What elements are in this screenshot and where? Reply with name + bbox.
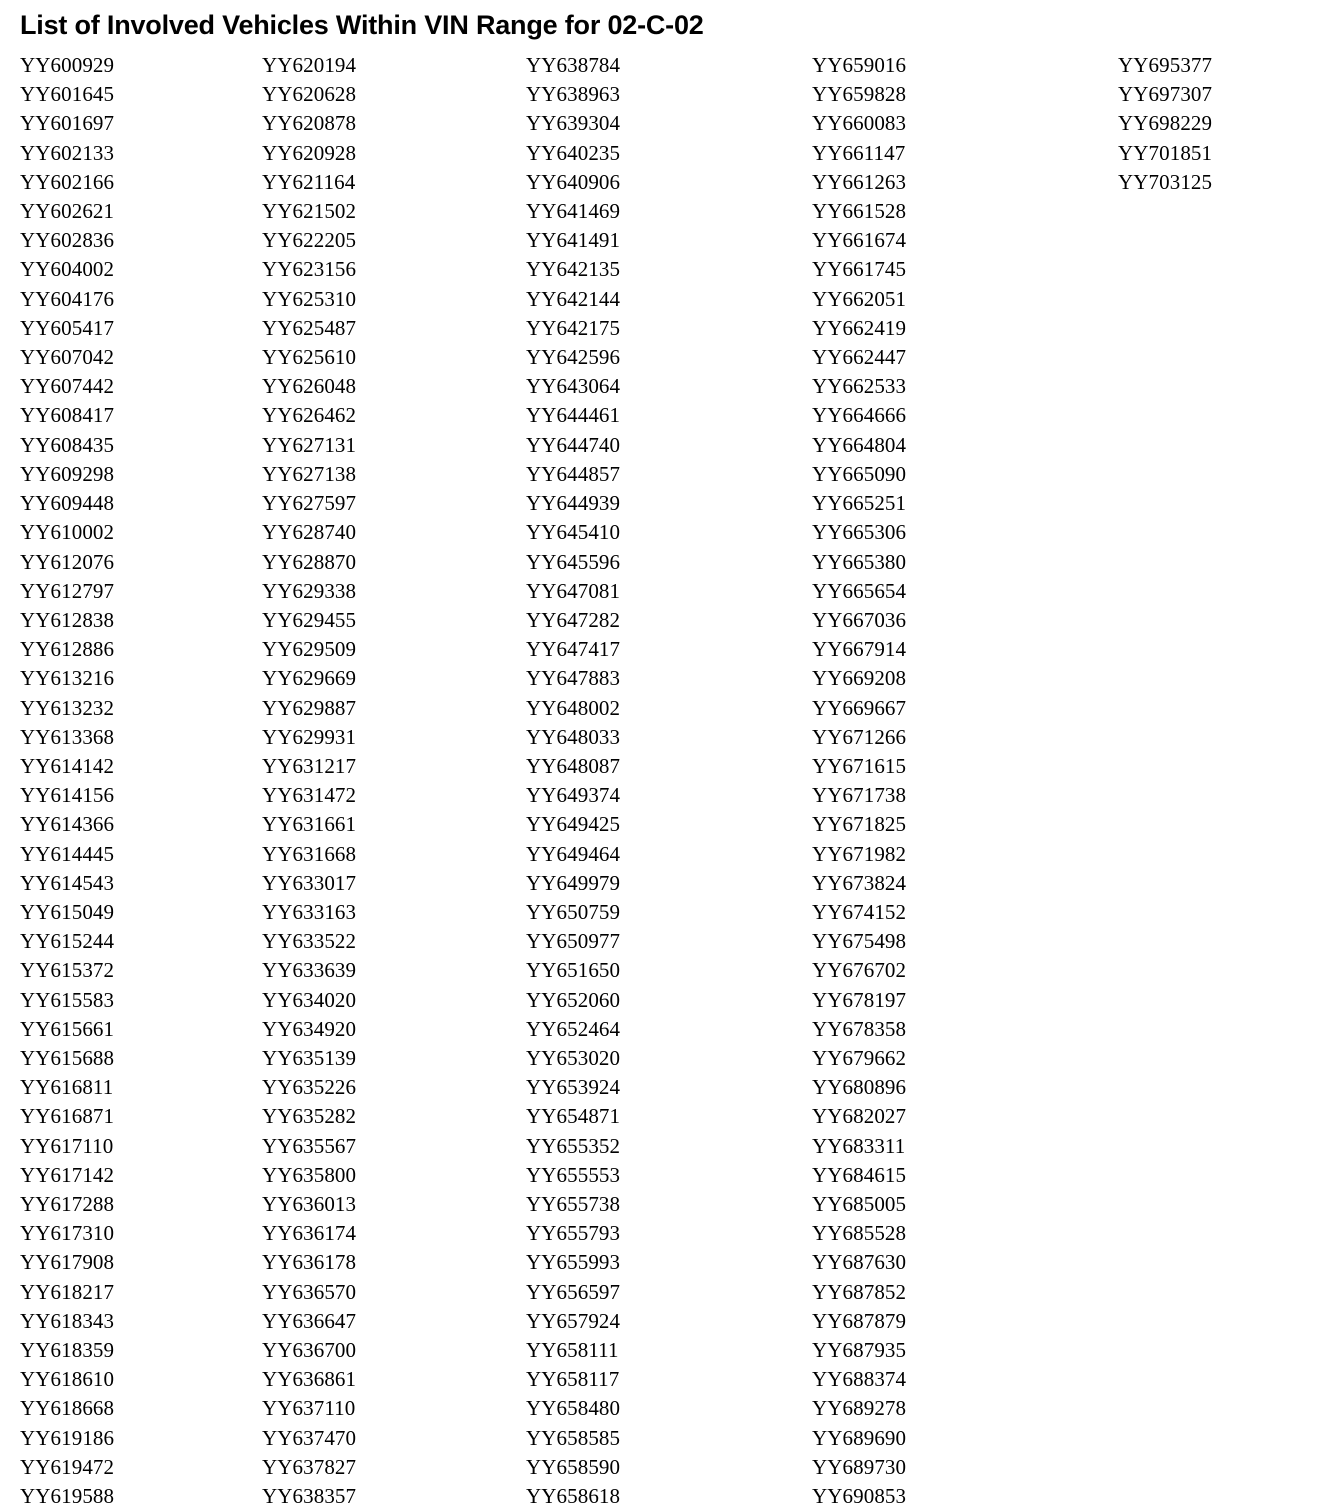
- vin-item: YY643064: [526, 374, 621, 399]
- vin-item: YY616811: [20, 1075, 114, 1100]
- vin-item: YY607042: [20, 345, 115, 370]
- vin-item: YY673824: [812, 870, 907, 895]
- vin-item: YY676702: [812, 958, 907, 983]
- vin-item: YY604002: [20, 257, 115, 282]
- vin-item: YY614543: [20, 870, 115, 895]
- vin-item: YY602166: [20, 169, 115, 194]
- vin-item: YY619472: [20, 1454, 115, 1479]
- vin-item: YY618217: [20, 1279, 115, 1304]
- vin-item: YY655993: [526, 1250, 621, 1275]
- vin-item: YY661263: [812, 169, 907, 194]
- vin-item: YY662419: [812, 315, 907, 340]
- vin-item: YY675498: [812, 929, 907, 954]
- vin-item: YY629931: [262, 724, 357, 749]
- vin-item: YY613216: [20, 666, 115, 691]
- vin-item: YY658117: [526, 1367, 620, 1392]
- vin-item: YY647282: [526, 607, 621, 632]
- vin-item: YY631217: [262, 753, 357, 778]
- vin-item: YY658618: [526, 1484, 621, 1508]
- vin-item: YY665380: [812, 549, 907, 574]
- vin-item: YY654871: [526, 1104, 621, 1129]
- vin-item: YY644740: [526, 432, 621, 457]
- vin-item: YY620928: [262, 140, 357, 165]
- vin-item: YY622205: [262, 228, 357, 253]
- vin-item: YY671738: [812, 783, 907, 808]
- vin-item: YY629669: [262, 666, 357, 691]
- vin-item: YY655553: [526, 1162, 621, 1187]
- vin-item: YY614156: [20, 783, 115, 808]
- vin-item: YY615688: [20, 1045, 115, 1070]
- vin-item: YY648033: [526, 724, 621, 749]
- vin-item: YY604176: [20, 286, 115, 311]
- vin-item: YY653020: [526, 1045, 621, 1070]
- vin-item: YY629887: [262, 695, 357, 720]
- vin-item: YY635800: [262, 1162, 357, 1187]
- vin-item: YY652060: [526, 987, 621, 1012]
- vin-item: YY621502: [262, 199, 357, 224]
- vin-item: YY636700: [262, 1337, 357, 1362]
- vin-item: YY631661: [262, 812, 357, 837]
- vin-item: YY637470: [262, 1425, 357, 1450]
- vin-item: YY618343: [20, 1308, 115, 1333]
- vin-item: YY612076: [20, 549, 115, 574]
- vin-item: YY671266: [812, 724, 907, 749]
- vin-item: YY613368: [20, 724, 115, 749]
- vin-item: YY609298: [20, 461, 115, 486]
- vin-column-5: [1030, 51, 1336, 197]
- vin-item: YY617288: [20, 1191, 115, 1216]
- vin-item: YY605417: [20, 315, 115, 340]
- vin-item: YY631668: [262, 841, 357, 866]
- vin-item: YY636647: [262, 1308, 357, 1333]
- vin-item: YY618359: [20, 1337, 115, 1362]
- vin-item: YY687630: [812, 1250, 907, 1275]
- vin-item: YY616871: [20, 1104, 115, 1129]
- vin-item: YY640235: [526, 140, 621, 165]
- vin-item: YY658111: [526, 1337, 619, 1362]
- vin-item: YY687879: [812, 1308, 907, 1333]
- vin-item: YY629455: [262, 607, 357, 632]
- vin-item: YY689730: [812, 1454, 907, 1479]
- vin-item: YY621164: [262, 169, 356, 194]
- vin-item: YY637827: [262, 1454, 357, 1479]
- vin-item: YY678358: [812, 1016, 907, 1041]
- vin-item: YY645410: [526, 520, 621, 545]
- vin-item: YY650977: [526, 929, 621, 954]
- vin-item: YY661674: [812, 228, 907, 253]
- vin-item: YY662447: [812, 345, 907, 370]
- vin-item: YY642175: [526, 315, 621, 340]
- vin-column-1: [20, 51, 238, 1511]
- vin-item: YY655352: [526, 1133, 621, 1158]
- vin-item: YY662533: [812, 374, 907, 399]
- vin-item: YY645596: [526, 549, 621, 574]
- vin-item: YY618668: [20, 1396, 115, 1421]
- vin-item: YY642144: [526, 286, 621, 311]
- vin-item: YY633163: [262, 899, 357, 924]
- vin-item: YY633017: [262, 870, 357, 895]
- vin-column-2: [238, 51, 480, 1511]
- vin-item: YY649464: [526, 841, 621, 866]
- vin-item: YY620628: [262, 82, 357, 107]
- vin-item: YY667036: [812, 607, 907, 632]
- vin-item: YY653924: [526, 1075, 621, 1100]
- vin-item: YY697307: [1118, 82, 1213, 107]
- vin-item: YY689690: [812, 1425, 907, 1450]
- vin-item: YY659828: [812, 82, 907, 107]
- vin-item: YY631472: [262, 783, 357, 808]
- vin-item: YY628740: [262, 520, 357, 545]
- vin-item: YY685528: [812, 1221, 907, 1246]
- vin-item: YY659016: [812, 53, 907, 78]
- vin-item: YY637110: [262, 1396, 356, 1421]
- vin-item: YY618610: [20, 1367, 115, 1392]
- vin-item: YY665654: [812, 578, 907, 603]
- vin-item: YY629338: [262, 578, 357, 603]
- vin-item: YY687852: [812, 1279, 907, 1304]
- vin-item: YY648002: [526, 695, 621, 720]
- vin-item: YY625610: [262, 345, 357, 370]
- vin-item: YY636861: [262, 1367, 357, 1392]
- vin-item: YY652464: [526, 1016, 621, 1041]
- vin-item: YY617310: [20, 1221, 115, 1246]
- vin-item: YY647883: [526, 666, 621, 691]
- vin-item: YY684615: [812, 1162, 907, 1187]
- vin-item: YY649425: [526, 812, 621, 837]
- vin-item: YY635139: [262, 1045, 357, 1070]
- vin-item: YY638357: [262, 1484, 357, 1508]
- vin-item: YY619186: [20, 1425, 115, 1450]
- vin-item: YY647081: [526, 578, 621, 603]
- vin-item: YY615372: [20, 958, 115, 983]
- vin-item: YY656597: [526, 1279, 621, 1304]
- vin-item: YY612838: [20, 607, 115, 632]
- vin-item: YY623156: [262, 257, 357, 282]
- vin-item: YY665090: [812, 461, 907, 486]
- vin-item: YY650759: [526, 899, 621, 924]
- vin-item: YY615244: [20, 929, 115, 954]
- vin-item: YY695377: [1118, 53, 1213, 78]
- vin-item: YY620194: [262, 53, 357, 78]
- vin-item: YY642135: [526, 257, 621, 282]
- vin-item: YY658585: [526, 1425, 621, 1450]
- vin-item: YY633639: [262, 958, 357, 983]
- vin-item: YY634020: [262, 987, 357, 1012]
- vin-item: YY612797: [20, 578, 115, 603]
- vin-item: YY609448: [20, 491, 115, 516]
- vin-column-3: [480, 51, 744, 1511]
- vin-item: YY601697: [20, 111, 115, 136]
- vin-item: YY615049: [20, 899, 115, 924]
- vin-item: YY679662: [812, 1045, 907, 1070]
- vin-item: YY610002: [20, 520, 115, 545]
- vin-item: YY617142: [20, 1162, 115, 1187]
- vin-item: YY613232: [20, 695, 115, 720]
- vin-item: YY660083: [812, 111, 907, 136]
- vin-item: YY636570: [262, 1279, 357, 1304]
- vin-item: YY688374: [812, 1367, 907, 1392]
- vin-item: YY664804: [812, 432, 907, 457]
- vin-item: YY674152: [812, 899, 907, 924]
- vin-item: YY671982: [812, 841, 907, 866]
- vin-item: YY641491: [526, 228, 621, 253]
- page-title: List of Involved Vehicles Within VIN Range for 02-C-02: [20, 10, 704, 40]
- vin-item: YY620878: [262, 111, 357, 136]
- vin-item: YY625487: [262, 315, 357, 340]
- vin-item: YY639304: [526, 111, 621, 136]
- vin-item: YY657924: [526, 1308, 621, 1333]
- vin-item: YY703125: [1118, 169, 1213, 194]
- vin-item: YY648087: [526, 753, 621, 778]
- vin-item: YY665306: [812, 520, 907, 545]
- vin-item: YY634920: [262, 1016, 357, 1041]
- vin-item: YY647417: [526, 637, 621, 662]
- vin-item: YY642596: [526, 345, 621, 370]
- vin-item: YY658480: [526, 1396, 621, 1421]
- vin-item: YY633522: [262, 929, 357, 954]
- vin-item: YY607442: [20, 374, 115, 399]
- vin-item: YY617908: [20, 1250, 115, 1275]
- vin-item: YY635226: [262, 1075, 357, 1100]
- vin-column-4: [744, 51, 1030, 1511]
- vin-item: YY651650: [526, 958, 621, 983]
- vin-item: YY626462: [262, 403, 357, 428]
- vin-item: YY641469: [526, 199, 621, 224]
- vin-item: YY627138: [262, 461, 357, 486]
- vin-item: YY635567: [262, 1133, 357, 1158]
- vin-item: YY644939: [526, 491, 621, 516]
- vin-item: YY635282: [262, 1104, 357, 1129]
- vin-item: YY665251: [812, 491, 907, 516]
- vin-item: YY602836: [20, 228, 115, 253]
- vin-item: YY698229: [1118, 111, 1213, 136]
- vin-item: YY664666: [812, 403, 907, 428]
- vin-item: YY608435: [20, 432, 115, 457]
- vin-item: YY627131: [262, 432, 357, 457]
- vin-item: YY649979: [526, 870, 621, 895]
- vin-item: YY600929: [20, 53, 115, 78]
- vin-item: YY678197: [812, 987, 907, 1012]
- vin-item: YY625310: [262, 286, 357, 311]
- vin-item: YY682027: [812, 1104, 907, 1129]
- vin-item: YY669208: [812, 666, 907, 691]
- vin-item: YY661528: [812, 199, 907, 224]
- vin-item: YY655738: [526, 1191, 621, 1216]
- vin-item: YY602621: [20, 199, 115, 224]
- vin-item: YY619588: [20, 1484, 115, 1508]
- vin-item: YY671615: [812, 753, 907, 778]
- vin-item: YY655793: [526, 1221, 621, 1246]
- vin-item: YY629509: [262, 637, 357, 662]
- vin-item: YY636013: [262, 1191, 357, 1216]
- vin-item: YY671825: [812, 812, 907, 837]
- vin-item: YY612886: [20, 637, 115, 662]
- vin-item: YY615661: [20, 1016, 115, 1041]
- vin-item: YY683311: [812, 1133, 906, 1158]
- vin-item: YY661147: [812, 140, 906, 165]
- vin-item: YY614445: [20, 841, 115, 866]
- vin-columns: [20, 51, 1213, 1511]
- vin-item: YY636178: [262, 1250, 357, 1275]
- vin-item: YY640906: [526, 169, 621, 194]
- vin-item: YY638963: [526, 82, 621, 107]
- vin-item: YY667914: [812, 637, 907, 662]
- vin-item: YY687935: [812, 1337, 907, 1362]
- vin-item: YY661745: [812, 257, 907, 282]
- vin-item: YY626048: [262, 374, 357, 399]
- vin-item: YY636174: [262, 1221, 357, 1246]
- vin-item: YY617110: [20, 1133, 114, 1158]
- vin-item: YY602133: [20, 140, 115, 165]
- vin-item: YY701851: [1118, 140, 1213, 165]
- vin-item: YY614142: [20, 753, 115, 778]
- vin-item: YY680896: [812, 1075, 907, 1100]
- vin-item: YY615583: [20, 987, 115, 1012]
- vin-item: YY608417: [20, 403, 115, 428]
- vin-item: YY644857: [526, 461, 621, 486]
- vin-item: YY601645: [20, 82, 115, 107]
- vin-item: YY649374: [526, 783, 621, 808]
- vin-item: YY662051: [812, 286, 907, 311]
- vin-item: YY644461: [526, 403, 621, 428]
- vin-item: YY628870: [262, 549, 357, 574]
- vin-item: YY638784: [526, 53, 621, 78]
- vin-item: YY685005: [812, 1191, 907, 1216]
- vin-item: YY658590: [526, 1454, 621, 1479]
- vin-item: YY689278: [812, 1396, 907, 1421]
- vin-item: YY614366: [20, 812, 115, 837]
- vin-item: YY690853: [812, 1484, 907, 1508]
- vin-item: YY669667: [812, 695, 907, 720]
- vin-item: YY627597: [262, 491, 357, 516]
